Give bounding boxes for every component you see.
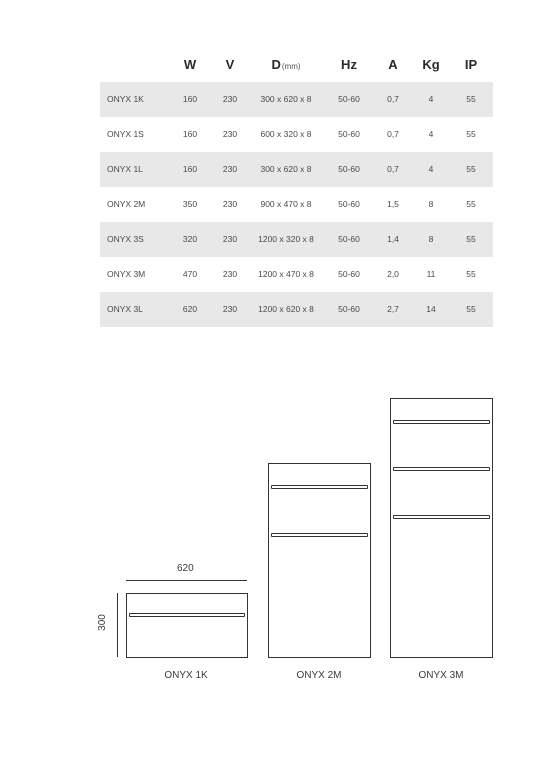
cell-ip: 55 (466, 269, 476, 279)
cell-hz: 50-60 (338, 164, 360, 174)
onyx-3m-towel-bar-top (393, 420, 490, 424)
cell-w: 320 (182, 234, 198, 244)
header-a: A (388, 57, 398, 72)
cell-kg: 4 (428, 164, 434, 174)
table-row (100, 257, 493, 292)
header-hz: Hz (341, 57, 357, 72)
header-kg: Kg (422, 57, 440, 72)
cell-model: ONYX 3L (107, 304, 143, 314)
cell-ip: 55 (466, 129, 476, 139)
cell-hz: 50-60 (338, 269, 360, 279)
cell-hz: 50-60 (338, 129, 360, 139)
cell-v: 230 (222, 304, 238, 314)
table-header-row (100, 48, 493, 82)
table-row (100, 82, 493, 117)
table-row (100, 117, 493, 152)
onyx-1k-height-dimension-line (117, 593, 118, 657)
onyx-3m-towel-bar-middle (393, 467, 490, 471)
header-d-label: D (271, 57, 281, 72)
cell-a: 0,7 (387, 94, 399, 104)
header-d (271, 57, 300, 72)
onyx-2m-towel-bar-top (271, 485, 368, 489)
cell-a: 1,5 (387, 199, 399, 209)
cell-w: 350 (182, 199, 198, 209)
cell-d: 900 x 470 x 8 (260, 199, 312, 209)
cell-ip: 55 (466, 304, 476, 314)
cell-hz: 50-60 (338, 199, 360, 209)
cell-d: 300 x 620 x 8 (260, 94, 312, 104)
cell-model: ONYX 1K (107, 94, 144, 104)
cell-model: ONYX 1S (107, 129, 144, 139)
cell-v: 230 (222, 269, 238, 279)
cell-d: 1200 x 320 x 8 (258, 234, 314, 244)
onyx-1k-towel-bar (129, 613, 245, 617)
cell-hz: 50-60 (338, 304, 360, 314)
onyx-2m-towel-bar-bottom (271, 533, 368, 537)
cell-ip: 55 (466, 94, 476, 104)
cell-a: 2,7 (387, 304, 399, 314)
cell-d: 300 x 620 x 8 (260, 164, 312, 174)
cell-d: 1200 x 470 x 8 (258, 269, 314, 279)
cell-v: 230 (222, 234, 238, 244)
table-row (100, 222, 493, 257)
table-row (100, 152, 493, 187)
cell-a: 2,0 (387, 269, 399, 279)
cell-a: 1,4 (387, 234, 399, 244)
onyx-1k-height-label: 300 (96, 614, 108, 631)
cell-w: 160 (182, 94, 198, 104)
cell-model: ONYX 1L (107, 164, 143, 174)
cell-kg: 11 (426, 269, 436, 279)
header-ip: IP (464, 57, 478, 72)
onyx-2m-outline (268, 463, 371, 658)
header-v: V (225, 57, 235, 72)
cell-v: 230 (222, 129, 238, 139)
cell-kg: 4 (428, 94, 434, 104)
cell-model: ONYX 3M (107, 269, 146, 279)
cell-d: 600 x 320 x 8 (260, 129, 312, 139)
cell-kg: 14 (426, 304, 436, 314)
table-row (100, 187, 493, 222)
cell-w: 160 (182, 164, 198, 174)
onyx-1k-outline (126, 593, 248, 658)
onyx-3m-outline (390, 398, 493, 658)
header-w: W (183, 57, 197, 72)
cell-v: 230 (222, 164, 238, 174)
cell-hz: 50-60 (338, 234, 360, 244)
cell-w: 470 (182, 269, 198, 279)
cell-w: 620 (182, 304, 198, 314)
onyx-1k-caption: ONYX 1K (164, 670, 208, 681)
table-row (100, 292, 493, 327)
cell-v: 230 (222, 199, 238, 209)
cell-v: 230 (222, 94, 238, 104)
onyx-1k-width-dimension-line (126, 580, 247, 581)
onyx-3m-towel-bar-bottom (393, 515, 490, 519)
cell-kg: 8 (428, 199, 434, 209)
cell-a: 0,7 (387, 129, 399, 139)
onyx-2m-caption: ONYX 2M (296, 670, 342, 681)
cell-w: 160 (182, 129, 198, 139)
spec-table (100, 48, 493, 327)
cell-model: ONYX 3S (107, 234, 144, 244)
header-d-unit: (mm) (281, 62, 301, 71)
onyx-3m-caption: ONYX 3M (418, 670, 464, 681)
cell-ip: 55 (466, 199, 476, 209)
cell-ip: 55 (466, 234, 476, 244)
onyx-1k-width-label: 620 (177, 563, 194, 574)
cell-kg: 4 (428, 129, 434, 139)
cell-kg: 8 (428, 234, 434, 244)
cell-model: ONYX 2M (107, 199, 146, 209)
cell-a: 0,7 (387, 164, 399, 174)
cell-ip: 55 (466, 164, 476, 174)
cell-hz: 50-60 (338, 94, 360, 104)
cell-d: 1200 x 620 x 8 (258, 304, 314, 314)
